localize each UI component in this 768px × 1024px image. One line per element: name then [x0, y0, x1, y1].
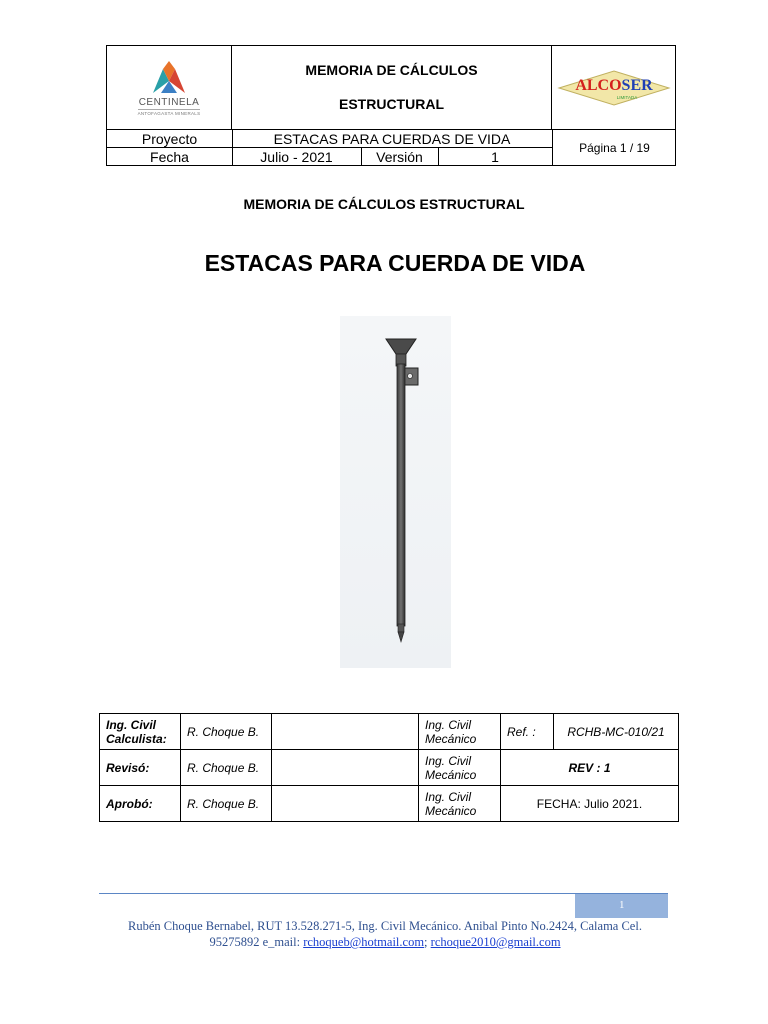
centinela-mountain-icon: [149, 59, 189, 95]
alcoser-logo-sub: LIMITADA: [616, 94, 638, 100]
footer-line2-prefix: 95275892 e_mail:: [209, 935, 304, 949]
title-calculista: Ing. Civil Mecánico: [419, 714, 501, 750]
signature-box-calculista: [272, 714, 419, 750]
alcoser-logo-part2: SER: [621, 76, 653, 94]
signature-row-calculista: [100, 714, 679, 750]
version-value: 1: [491, 149, 499, 165]
ref-value: RCHB-MC-010/21: [554, 714, 679, 750]
date-label: Fecha: [150, 149, 189, 165]
page-indicator: Página 1 / 19: [552, 129, 676, 166]
footer-line2: [90, 934, 680, 950]
project-row: [107, 129, 552, 147]
document-main-title: ESTACAS PARA CUERDA DE VIDA: [204, 250, 586, 276]
date-row: [107, 147, 552, 166]
footer-line1: Rubén Choque Bernabel, RUT 13.528.271-5, Ing. Civil Mecánico. Anibal Pinto No.2424, Calama Cel.: [128, 919, 642, 933]
signature-box-aprobo: [272, 786, 419, 822]
header-title-line2: ESTRUCTURAL: [339, 96, 444, 112]
email-separator: ;: [424, 935, 431, 949]
title-aprobo: Ing. Civil Mecánico: [419, 786, 501, 822]
name-aprobo: R. Choque B.: [181, 786, 272, 822]
title-reviso: Ing. Civil Mecánico: [419, 750, 501, 786]
alcoser-logo: [552, 46, 676, 129]
document-header-table: [106, 45, 676, 166]
centinela-logo: [107, 46, 232, 129]
approval-date: FECHA: Julio 2021.: [501, 786, 679, 822]
name-reviso: R. Choque B.: [181, 750, 272, 786]
project-label: Proyecto: [141, 131, 198, 147]
signature-box-reviso: [272, 750, 419, 786]
centinela-logo-subtext: ANTOFAGASTA MINERALS: [137, 111, 201, 116]
date-value: Julio - 2021: [260, 149, 333, 165]
alcoser-logo-part1: ALCO: [575, 76, 622, 94]
signature-row-aprobo: [100, 786, 679, 822]
header-title: [232, 46, 552, 129]
footer-page-box: [575, 894, 668, 918]
project-value: ESTACAS PARA CUERDAS DE VIDA: [273, 131, 511, 147]
header-title-line1: MEMORIA DE CÁLCULOS: [305, 62, 478, 78]
version-label: Versión: [376, 149, 423, 165]
stake-figure: [340, 316, 451, 668]
role-calculista: Ing. Civil Calculista:: [100, 714, 181, 750]
revision: REV : 1: [501, 750, 679, 786]
signature-table: [99, 713, 679, 822]
alcoser-logo-graphic: [555, 68, 673, 108]
signature-row-reviso: [100, 750, 679, 786]
email-link-gmail[interactable]: rchoque2010@gmail.com: [430, 935, 561, 949]
ref-label: Ref. :: [501, 714, 554, 750]
footer-contact: [90, 918, 680, 950]
stake-drawing: [340, 316, 451, 668]
email-link-hotmail[interactable]: rchoqueb@hotmail.com: [303, 935, 425, 949]
centinela-logo-text: CENTINELA: [138, 97, 200, 108]
svg-text:ALCOSER: [575, 77, 653, 94]
role-reviso: Revisó:: [100, 750, 181, 786]
document-subtitle: MEMORIA DE CÁLCULOS ESTRUCTURAL: [243, 196, 525, 212]
footer-page-number: 1: [619, 899, 625, 911]
name-calculista: R. Choque B.: [181, 714, 272, 750]
role-aprobo: Aprobó:: [100, 786, 181, 822]
